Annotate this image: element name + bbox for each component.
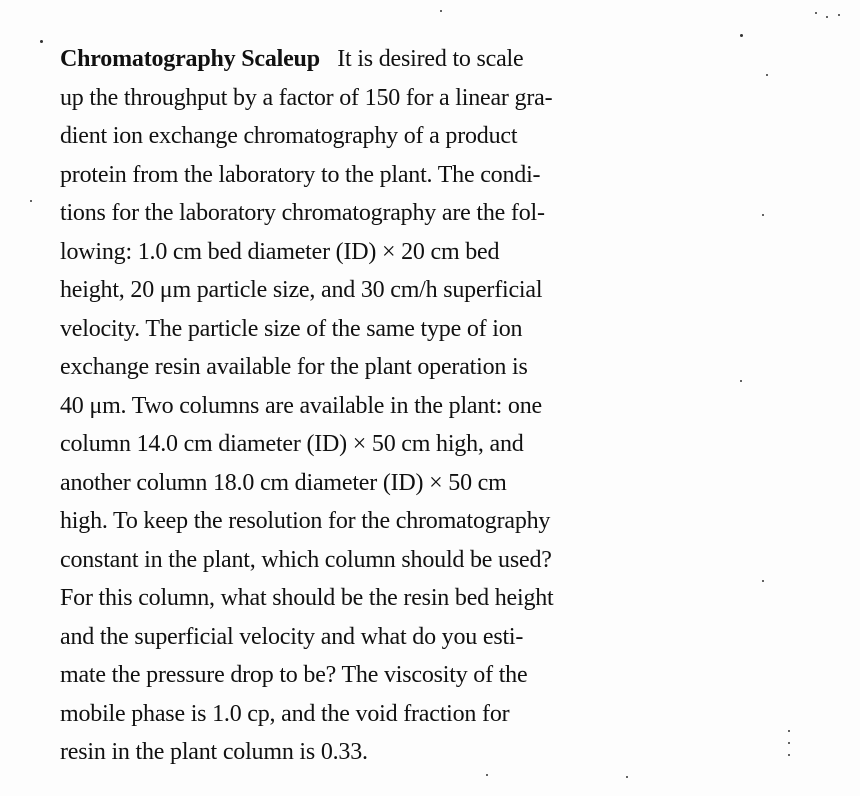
scan-speck	[788, 730, 790, 732]
scan-speck	[762, 580, 764, 582]
problem-line-7: height, 20 μm particle size, and 30 cm/h superficial	[60, 277, 543, 303]
scan-speck	[766, 74, 768, 76]
problem-line-16: and the superficial velocity and what do you esti-	[60, 623, 524, 650]
problem-line-9: exchange resin available for the plant operation is	[60, 354, 528, 380]
scan-speck	[40, 40, 43, 43]
problem-line-11: column 14.0 cm diameter (ID) × 50 cm high, and	[60, 431, 524, 457]
problem-line-8: velocity. The particle size of the same type of ion	[60, 315, 523, 342]
problem-line-text: It is desired to scale	[337, 46, 524, 72]
scan-speck	[788, 754, 790, 756]
problem-line-4: protein from the laboratory to the plant. The condi-	[60, 161, 541, 188]
problem-title: Chromatography Scaleup	[60, 46, 320, 72]
problem-line-12: another column 18.0 cm diameter (ID) × 50 cm	[60, 469, 507, 496]
problem-line-19: resin in the plant column is 0.33.	[60, 739, 368, 765]
problem-line-3: dient ion exchange chromatography of a product	[60, 123, 518, 149]
problem-text	[60, 40, 780, 772]
problem-line-13: high. To keep the resolution for the chromatography	[60, 508, 551, 534]
scan-speck	[740, 34, 743, 37]
scan-speck	[826, 16, 828, 18]
problem-line-18: mobile phase is 1.0 cp, and the void fraction for	[60, 700, 510, 727]
problem-line-2: up the throughput by a factor of 150 for a linear gra-	[60, 84, 553, 111]
scan-speck	[486, 774, 488, 776]
scan-speck	[815, 12, 817, 14]
scan-speck	[626, 776, 628, 778]
scan-speck	[838, 14, 840, 16]
scan-speck	[762, 214, 764, 216]
scan-speck	[788, 742, 790, 744]
scan-speck	[30, 200, 32, 202]
problem-line-5: tions for the laboratory chromatography are the fol-	[60, 200, 545, 226]
problem-line-14: constant in the plant, which column should be used?	[60, 546, 552, 573]
problem-line-6: lowing: 1.0 cm bed diameter (ID) × 20 cm bed	[60, 238, 500, 265]
problem-line-15: For this column, what should be the resin bed height	[60, 585, 554, 611]
scan-speck	[740, 380, 742, 382]
problem-line-1	[60, 40, 780, 79]
scan-speck	[440, 10, 442, 12]
problem-line-10: 40 μm. Two columns are available in the plant: one	[60, 392, 542, 419]
problem-line-17: mate the pressure drop to be? The viscosity of the	[60, 662, 528, 688]
